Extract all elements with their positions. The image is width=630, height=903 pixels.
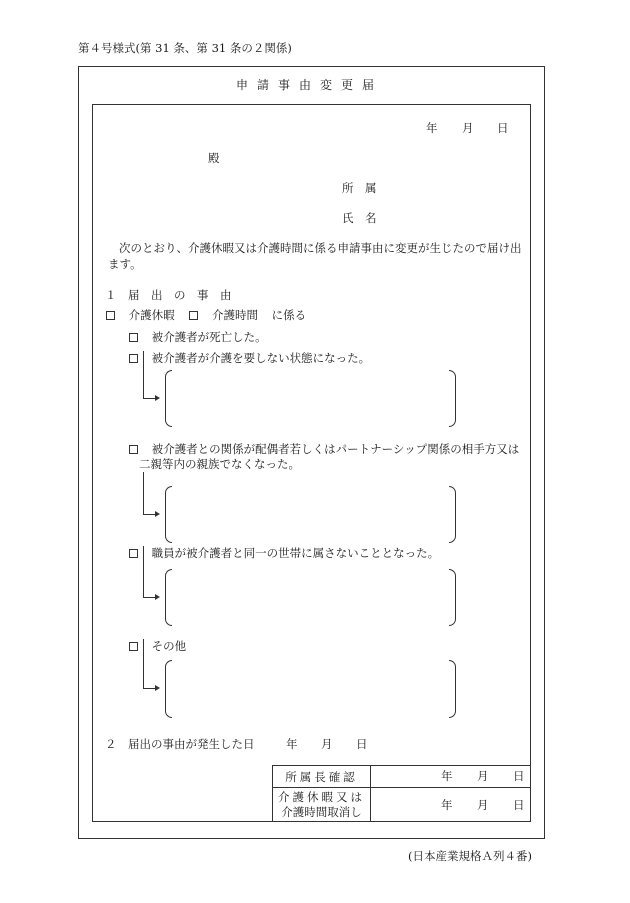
reason-4-detail-field[interactable] — [172, 571, 448, 624]
reason-3-bracket-right — [449, 486, 456, 543]
paper-size-note: (日本産業規格Ａ列４番) — [408, 849, 532, 863]
cancel-day-label: 日 — [513, 798, 525, 812]
affiliation-label: 所 属 — [342, 181, 377, 195]
name-label: 氏 名 — [342, 211, 377, 225]
arrow-icon — [155, 685, 160, 691]
reason-4 — [129, 548, 439, 560]
arrow-icon — [155, 511, 160, 517]
form-number: 第４号様式(第 31 条、第 31 条の２関係) — [78, 41, 292, 55]
section2-year-label: 年 — [286, 737, 298, 751]
cancel-year-label: 年 — [441, 798, 453, 812]
section2-day-label: 日 — [356, 737, 368, 751]
reason-4-bracket-right — [449, 569, 456, 626]
leave-type-row — [106, 310, 306, 322]
reason-4-checkbox[interactable] — [129, 549, 138, 558]
reason-2-label: 被介護者が介護を要しない状態になった。 — [151, 351, 371, 365]
reason-5-detail-field[interactable] — [172, 662, 448, 716]
cancellation-label-line2: 介護時間取消し — [281, 804, 362, 819]
leave-option2-checkbox[interactable] — [189, 311, 198, 320]
intro-text: 次のとおり、介護休暇又は介護時間に係る申請事由に変更が生じたので届け出ます。 — [108, 241, 522, 271]
reason-4-connector — [143, 546, 144, 598]
reason-2 — [129, 353, 370, 365]
reason-3-connector-h — [143, 514, 155, 515]
reason-2-connector-h — [143, 398, 155, 399]
reason-2-checkbox[interactable] — [129, 354, 138, 363]
cancel-month-label: 月 — [477, 798, 489, 812]
reason-5-checkbox[interactable] — [129, 642, 138, 651]
reason-5 — [129, 641, 186, 653]
confirmation-table — [272, 765, 531, 822]
reason-4-bracket-left — [165, 569, 172, 626]
supervisor-confirm-label: 所属長確認 — [285, 769, 358, 784]
leave-option2-label: 介護時間 — [211, 308, 258, 322]
confirm-day-label: 日 — [513, 769, 525, 783]
confirm-month-label: 月 — [477, 769, 489, 783]
leave-type-suffix: に係る — [271, 308, 307, 322]
reason-2-connector — [143, 351, 144, 399]
arrow-icon — [155, 395, 160, 401]
cancellation-date-cell[interactable] — [371, 788, 531, 822]
supervisor-confirm-label-cell — [273, 766, 371, 788]
reason-1 — [129, 332, 267, 344]
date-day-label: 日 — [497, 121, 509, 135]
leave-option1-checkbox[interactable] — [106, 311, 115, 320]
addressee-suffix: 殿 — [208, 151, 220, 165]
reason-5-connector — [143, 639, 144, 689]
reason-5-bracket-right — [449, 660, 456, 718]
reason-4-label: 職員が被介護者と同一の世帯に属さないこととなった。 — [151, 546, 440, 560]
reason-2-bracket-right — [449, 370, 456, 427]
section2-month-label: 月 — [321, 737, 333, 751]
date-month-label: 月 — [462, 121, 474, 135]
reason-3-label-line2: 二親等内の親族でなくなった。 — [139, 457, 300, 471]
reason-3-detail-field[interactable] — [172, 488, 448, 541]
reason-1-label: 被介護者が死亡した。 — [151, 330, 267, 344]
reason-3-bracket-left — [165, 486, 172, 543]
cancellation-label-cell — [273, 788, 371, 822]
reason-2-detail-field[interactable] — [172, 372, 448, 425]
reason-3-connector — [143, 472, 144, 515]
reason-5-label: その他 — [151, 639, 187, 653]
form-title: 申請事由変更届 — [236, 78, 384, 92]
reason-4-connector-h — [143, 597, 155, 598]
reason-1-checkbox[interactable] — [129, 333, 138, 342]
section1-heading: １ 届 出 の 事 由 — [105, 288, 232, 302]
date-year-label: 年 — [426, 121, 438, 135]
leave-option1-label: 介護休暇 — [128, 308, 175, 322]
arrow-icon — [155, 594, 160, 600]
reason-5-connector-h — [143, 688, 155, 689]
reason-5-bracket-left — [165, 660, 172, 718]
reason-2-bracket-left — [165, 370, 172, 427]
reason-3-checkbox[interactable] — [129, 445, 138, 454]
cancellation-label-line1: 介護休暇又は — [278, 789, 365, 804]
section2-heading: ２ 届出の事由が発生した日 — [105, 737, 255, 751]
confirm-year-label: 年 — [441, 769, 453, 783]
reason-3 — [129, 444, 519, 456]
reason-3-label-line1: 被介護者との関係が配偶者若しくはパートナーシップ関係の相手方又は — [151, 442, 520, 456]
supervisor-confirm-date-cell[interactable] — [371, 766, 531, 788]
